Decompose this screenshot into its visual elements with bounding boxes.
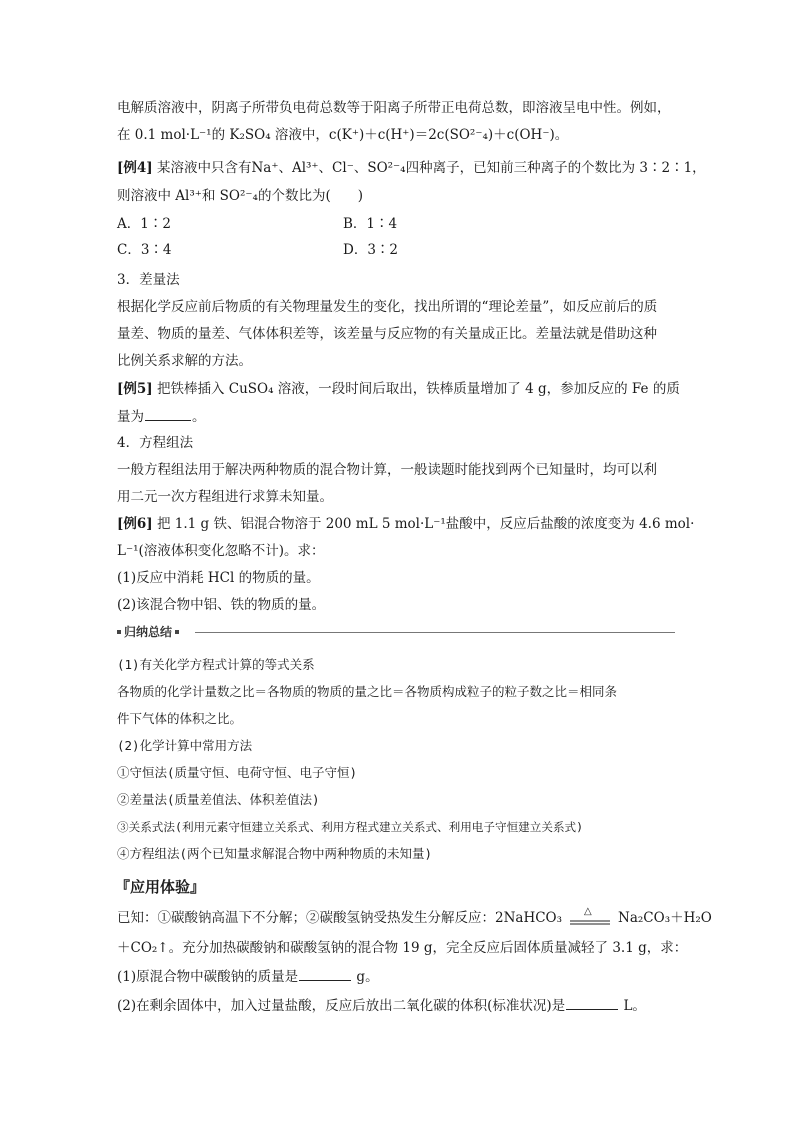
section-heading: 3．差量法 xyxy=(117,272,180,288)
answer-blank[interactable] xyxy=(299,966,351,981)
example-text: 把 1.1 g 铁、铝混合物溶于 200 mL 5 mol·L⁻¹盐酸中，反应后盐酸的浓度变为 4.6 mol· xyxy=(156,516,695,532)
paragraph-line: 量差、物质的量差、气体体积差等，该差量与反应物的有关量成正比。差量法就是借助这种 xyxy=(117,326,657,342)
application-text: 已知：①碳酸钠高温下不分解；②碳酸氢钠受热发生分解反应：2NaHCO₃ xyxy=(117,910,563,926)
bullet-square-icon xyxy=(117,630,121,634)
question-text: (2)在剩余固体中，加入过量盐酸，反应后放出二氧化碳的体积(标准状况)是 xyxy=(117,998,566,1014)
divider xyxy=(195,632,675,633)
heat-symbol: △ xyxy=(584,905,592,917)
example-6 xyxy=(117,514,694,534)
question-text: (1)原混合物中碳酸钠的质量是 xyxy=(117,969,299,985)
question-text: g。 xyxy=(356,969,379,985)
summary-line: ④方程组法(两个已知量求解混合物中两种物质的未知量) xyxy=(117,846,433,861)
summary-line: (1)有关化学方程式计算的等式关系 xyxy=(117,657,315,672)
summary-line: ①守恒法(质量守恒、电荷守恒、电子守恒) xyxy=(117,765,358,780)
example-answer-line xyxy=(117,406,206,427)
application-line xyxy=(117,905,712,928)
application-heading: 『应用体验』 xyxy=(115,878,206,896)
paragraph-line: 根据化学反应前后物质的有关物理量发生的变化，找出所谓的“理论差量”，如反应前后的质 xyxy=(117,299,658,315)
question-text: L。 xyxy=(623,998,646,1014)
paragraph-line: 用二元一次方程组进行求算未知量。 xyxy=(117,489,333,505)
question-line xyxy=(117,995,646,1016)
example-4 xyxy=(117,158,706,178)
example-text: 则溶液中 Al³⁺和 SO²⁻₄的个数比为( ) xyxy=(117,188,363,204)
summary-heading xyxy=(117,623,182,640)
example-text: L⁻¹(溶液体积变化忽略不计)。求： xyxy=(117,543,325,559)
option-b: B．1∶4 xyxy=(343,216,398,232)
section-heading: 4．方程组法 xyxy=(117,435,194,451)
summary-line: 件下气体的体积之比。 xyxy=(117,711,243,726)
paragraph-line: 一般方程组法用于解决两种物质的混合物计算，一般读题时能找到两个已知量时，均可以利 xyxy=(117,462,657,478)
example-label: [例6] xyxy=(117,516,153,532)
summary-line: (2)化学计算中常用方法 xyxy=(117,738,253,753)
question-line: (2)该混合物中铝、铁的物质的量。 xyxy=(117,597,326,613)
option-c: C．3∶4 xyxy=(117,242,172,258)
paragraph-line: 在 0.1 mol·L⁻¹的 K₂SO₄ 溶液中，c(K⁺)＋c(H⁺)＝2c(SO²⁻₄)＋c(OH⁻)。 xyxy=(117,127,569,143)
summary-line: 各物质的化学计量数之比＝各物质的物质的量之比＝各物质构成粒子的粒子数之比＝相同条 xyxy=(117,684,618,699)
answer-blank[interactable] xyxy=(145,406,191,421)
paragraph-line: 比例关系求解的方法。 xyxy=(117,353,252,369)
answer-blank[interactable] xyxy=(566,995,618,1010)
example-text: 量为 xyxy=(117,409,144,425)
example-text: 某溶液中只含有Na⁺、Al³⁺、Cl⁻、SO²⁻₄四种离子，已知前三种离子的个数比为 3∶2∶1， xyxy=(156,160,706,176)
summary-line: ②差量法(质量差值法、体积差值法) xyxy=(117,792,320,807)
summary-line: ③关系式法(利用元素守恒建立关系式、利用方程式建立关系式、利用电子守恒建立关系式) xyxy=(117,820,584,834)
example-label: [例5] xyxy=(117,381,153,397)
paragraph-line: 电解质溶液中，阴离子所带负电荷总数等于阳离子所带正电荷总数，即溶液呈电中性。例如， xyxy=(117,100,671,116)
example-text: 把铁棒插入 CuSO₄ 溶液，一段时间后取出，铁棒质量增加了 4 g，参加反应的 Fe 的质 xyxy=(156,381,680,397)
question-line xyxy=(117,966,379,987)
example-label: [例4] xyxy=(117,160,153,176)
option-a: A．1∶2 xyxy=(117,216,171,232)
application-line: ＋CO₂↑。充分加热碳酸钠和碳酸氢钠的混合物 19 g，完全反应后固体质量减轻了 3.1 g，求： xyxy=(117,940,688,956)
bullet-square-icon xyxy=(175,630,179,634)
heat-reaction-arrow xyxy=(568,905,612,927)
application-text: Na₂CO₃＋H₂O xyxy=(618,910,712,926)
summary-heading-text: 归纳总结 xyxy=(124,625,173,639)
question-line: (1)反应中消耗 HCl 的物质的量。 xyxy=(117,570,320,586)
example-5 xyxy=(117,379,680,399)
example-text: 。 xyxy=(192,409,206,425)
option-d: D．3∶2 xyxy=(343,242,399,258)
